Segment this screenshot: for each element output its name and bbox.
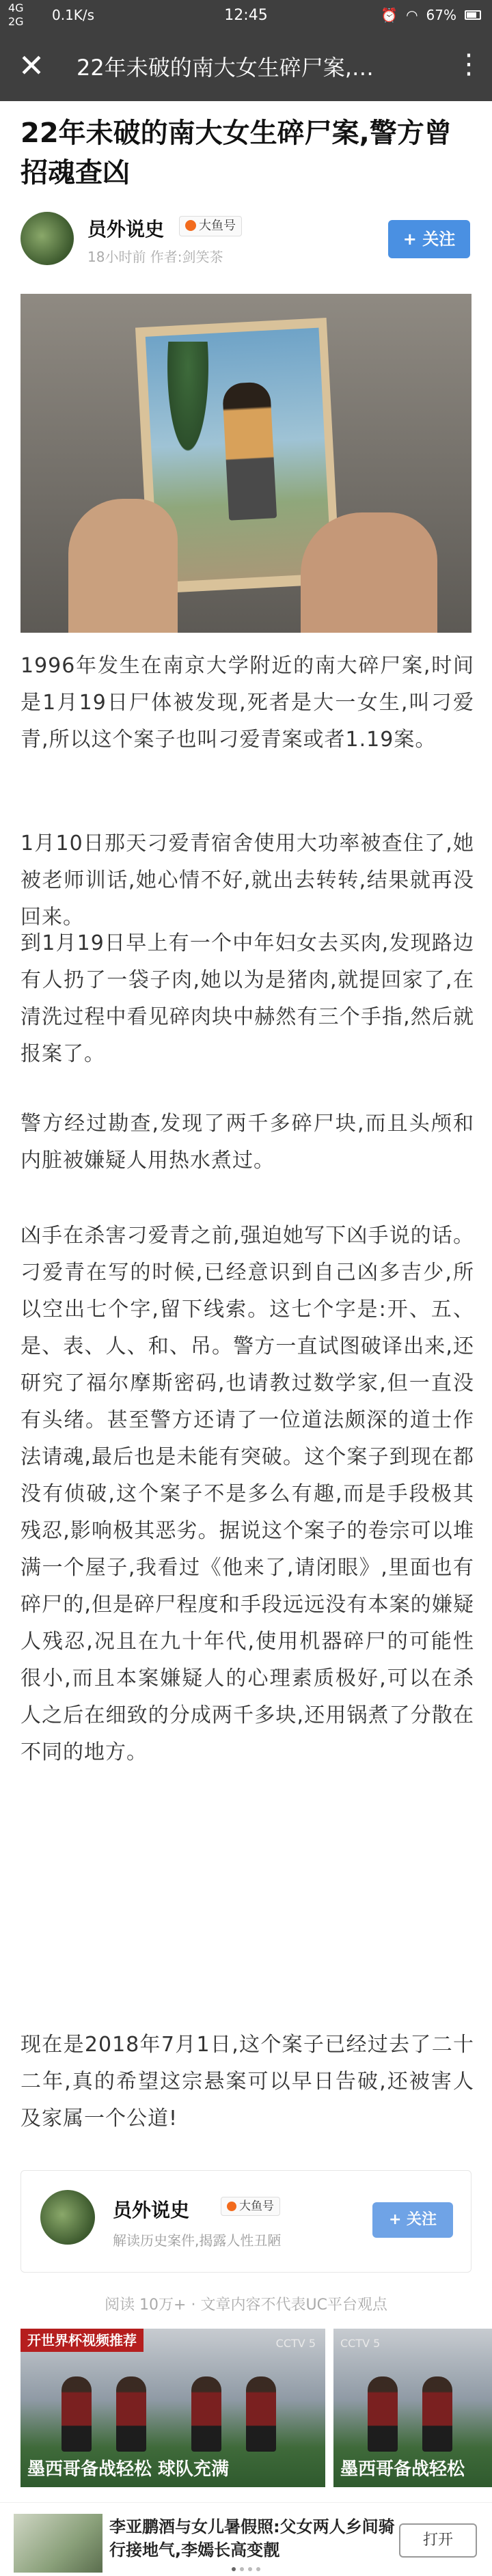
author-avatar[interactable] (20, 212, 74, 265)
photo-right-hand (301, 512, 437, 633)
battery-percent: 67% (426, 7, 456, 23)
net-speed: 0.1K/s (52, 7, 95, 23)
carousel-dot (232, 2567, 236, 2571)
video-tag: 开世界杯视频推荐 (20, 2329, 144, 2352)
close-icon[interactable]: ✕ (18, 47, 45, 84)
article-title: 22年未破的南大女生碎尸案,警方曾招魂查凶 (20, 118, 452, 189)
video-figure (422, 2376, 452, 2452)
channel-watermark: CCTV 5 (275, 2337, 316, 2350)
card-dayu-badge-label: 大鱼号 (239, 2200, 274, 2213)
article-paragraph: 现在是2018年7月1日,这个案子已经过去了二十二年,真的希望这宗悬案可以早日告破,还被害人及家属一个公道! (20, 2033, 474, 2130)
channel-watermark: CCTV 5 (340, 2337, 381, 2350)
follow-button[interactable]: + 关注 (388, 220, 470, 258)
more-icon[interactable]: ⋮ (455, 49, 482, 80)
video-figure (62, 2376, 92, 2452)
article-paragraph: 警方经过勘查,发现了两千多碎尸块,而且头颅和内脏被嫌疑人用热水煮过。 (20, 1112, 474, 1173)
card-description: 解读历史案件,揭露人性丑陋 (113, 2232, 282, 2249)
article-paragraph: 1月10日那天刁爱青宿舍使用大功率被查住了,她被老师训话,她心情不好,就出去转转,结果就再没回来。 (20, 832, 474, 929)
photo-left-hand (68, 499, 178, 633)
dayu-badge-label: 大鱼号 (199, 219, 236, 233)
video-figure (191, 2376, 221, 2452)
article-photo (20, 294, 472, 633)
author-name[interactable]: 员外说史 (87, 218, 165, 241)
video-card[interactable] (20, 2329, 325, 2487)
nav-title: 22年未破的南大女生碎尸案,… (77, 55, 374, 81)
bottom-ad-bar[interactable] (0, 2502, 492, 2576)
nav-bar (0, 30, 492, 101)
video-caption: 墨西哥备战轻松 (340, 2459, 465, 2480)
card-follow-button[interactable]: + 关注 (372, 2202, 453, 2238)
carousel-dot (240, 2567, 244, 2571)
video-card[interactable] (333, 2329, 492, 2487)
card-dayu-badge (221, 2197, 280, 2216)
dayu-logo-icon (227, 2202, 236, 2211)
open-app-button[interactable]: 打开 (399, 2523, 477, 2558)
read-count-disclaimer: 阅读 10万+ · 文章内容不代表UC平台观点 (105, 2297, 387, 2314)
card-author-name[interactable]: 员外说史 (113, 2199, 190, 2221)
article-paragraph: 1996年发生在南京大学附近的南大碎尸案,时间是1月19日尸体被发现,死者是大一女生,叫刁爱青,所以这个案子也叫刁爱青案或者1.19案。 (20, 654, 474, 752)
video-figure (116, 2376, 146, 2452)
ad-thumbnail[interactable] (14, 2514, 102, 2573)
carousel-dot (248, 2567, 252, 2571)
video-recommendations (20, 2329, 492, 2487)
status-icons (381, 7, 481, 23)
signal-2g: 2G (8, 15, 24, 28)
video-figure (246, 2376, 276, 2452)
clock: 12:45 (224, 7, 268, 24)
video-figure (368, 2376, 398, 2452)
photo-palm-tree (164, 342, 212, 465)
battery-icon (465, 10, 481, 20)
carousel-dots (226, 2567, 266, 2574)
wifi-icon: ◠ (406, 7, 418, 23)
carousel-dot (256, 2567, 260, 2571)
author-card (20, 2170, 472, 2273)
card-avatar[interactable] (40, 2190, 95, 2245)
signal-4g: 4G (8, 1, 24, 14)
photo-person (222, 381, 277, 520)
article-meta: 18小时前 作者:剑笑茶 (87, 249, 223, 265)
alarm-icon: ⏰ (381, 7, 398, 23)
ad-headline[interactable]: 李亚鹏酒与女儿暑假照:父女两人乡间骑行接地气,李嫣长高变靓 (109, 2517, 395, 2560)
dayu-badge (179, 216, 242, 236)
article-paragraph: 凶手在杀害刁爱青之前,强迫她写下凶手说的话。刁爱青在写的时候,已经意识到自己凶多吉少,所以空出七个字,留下线索。这七个字是:开、五、是、表、人、和、吊。警方一直试图破译出来,还研究了福尔摩斯密码,也请教过数学家,但一直没有头绪。甚至警方还请了一位道法颇深的道士作法请魂,最后也是未能有突破。这个案子到现在都没有侦破,这个案子不是多么有趣,而是手段极其残忍,影响极其恶劣。据说这个案子的卷宗可以堆满一个屋子,我看过《他来了,请闭眼》,里面也有碎尸的,但是碎尸程度和手段远远没有本案的嫌疑人残忍,况且在九十年代,使用机器碎尸的可能性很小,而且本案嫌疑人的心理素质极好,可以在杀人之后在细致的分成两千多块,还用锅煮了分散在不同的地方。 (20, 1224, 474, 1764)
article-paragraph: 到1月19日早上有一个中年妇女去买肉,发现路边有人扔了一袋子肉,她以为是猪肉,就提回家了,在清洗过程中看见碎肉块中赫然有三个手指,然后就报案了。 (20, 931, 474, 1066)
video-caption: 墨西哥备战轻松 球队充满 (27, 2459, 230, 2480)
status-bar (0, 0, 492, 30)
dayu-logo-icon (185, 220, 196, 231)
